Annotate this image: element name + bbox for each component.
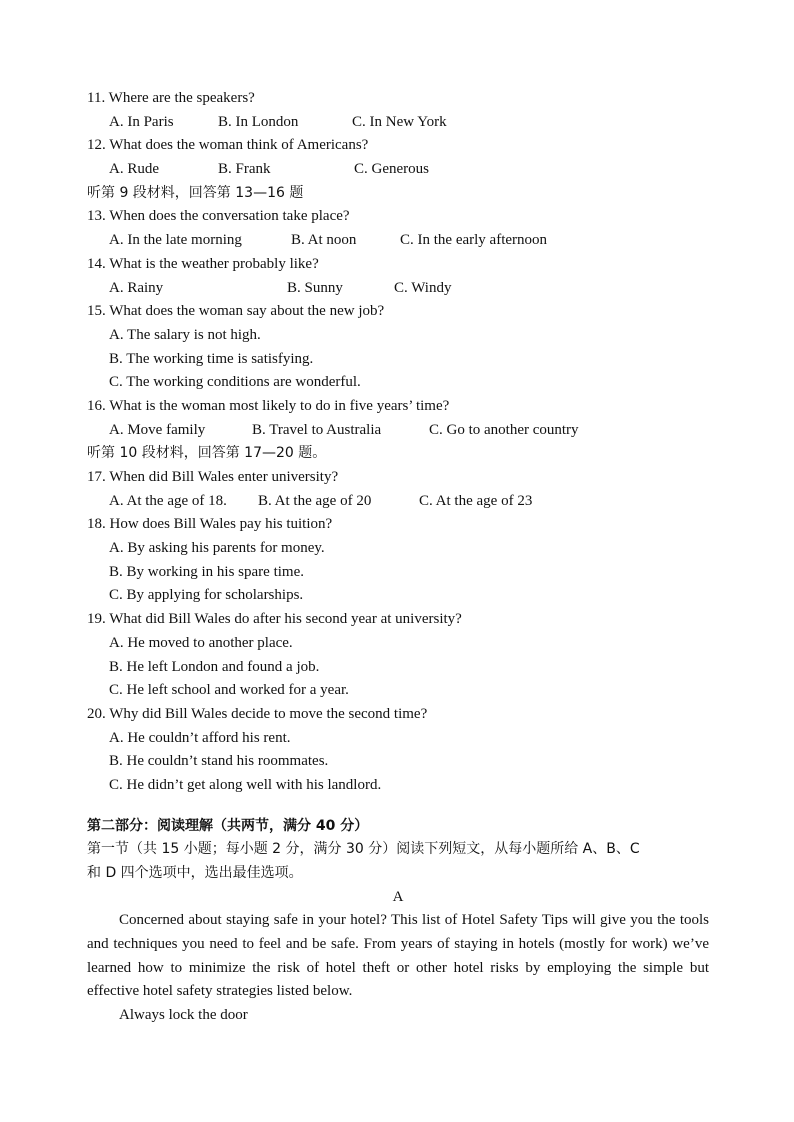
option-a: A. By asking his parents for money. — [109, 540, 325, 557]
passage-label: A — [392, 888, 404, 905]
spacer — [87, 798, 709, 815]
option-c: C. Generous — [354, 161, 429, 178]
options-14 — [87, 277, 709, 301]
question-13: 13. When does the conversation take place? — [87, 208, 350, 225]
option-b: B. The working time is satisfying. — [109, 350, 314, 367]
option-a: A. The salary is not high. — [109, 326, 261, 343]
option-b: B. He couldn’t stand his roommates. — [109, 753, 329, 770]
option-c: C. The working conditions are wonderful. — [109, 374, 361, 391]
section-one-instruction: 第一节（共 15 小题；每小题 2 分，满分 30 分）阅读下列短文，从每小题所给 A、B、C — [87, 841, 640, 858]
option-c: C. He left school and worked for a year. — [109, 682, 349, 699]
option-a: A. In the late morning — [109, 232, 242, 249]
option-a: A. Move family — [109, 421, 206, 438]
option-c: C. In New York — [352, 113, 447, 130]
options-12 — [87, 158, 709, 182]
passage-paragraph: Concerned about staying safe in your hotel? This list of Hotel Safety Tips will give you the tools and techniques you need to feel and be safe. From years of staying in hotels (mostly for work) we’ve learned how to minimize the risk of hotel theft or other hotel risks by employing the simple but effective hotel safety strategies listed below. — [87, 912, 709, 1000]
part-two-heading: 第二部分：阅读理解（共两节，满分 40 分） — [87, 817, 369, 834]
options-16 — [87, 419, 709, 443]
page-content — [87, 87, 709, 1028]
question-20: 20. Why did Bill Wales decide to move the second time? — [87, 705, 428, 722]
question-15: 15. What does the woman say about the new job? — [87, 303, 385, 320]
option-c: C. In the early afternoon — [400, 232, 548, 249]
option-b: B. Sunny — [287, 279, 343, 296]
options-13 — [87, 229, 709, 253]
options-11 — [87, 111, 709, 135]
section-one-instruction-cont: 和 D 四个选项中，选出最佳选项。 — [87, 865, 303, 881]
option-a: A. In Paris — [109, 113, 174, 130]
question-16: 16. What is the woman most likely to do in five years’ time? — [87, 397, 450, 414]
instruction-note-10: 听第 10 段材料，回答第 17—20 题。 — [87, 445, 327, 462]
option-a: A. He couldn’t afford his rent. — [109, 729, 291, 746]
options-17 — [87, 490, 709, 514]
option-a: A. Rude — [109, 161, 159, 178]
option-a: A. He moved to another place. — [109, 634, 293, 651]
option-b: B. Frank — [218, 161, 271, 178]
option-b: B. At the age of 20 — [258, 492, 372, 509]
option-b: B. In London — [218, 113, 299, 130]
passage-subheading: Always lock the door — [119, 1007, 248, 1024]
option-c: C. At the age of 23 — [419, 492, 533, 509]
option-c: C. By applying for scholarships. — [109, 587, 304, 604]
option-b: B. At noon — [291, 232, 357, 249]
question-14: 14. What is the weather probably like? — [87, 255, 319, 272]
option-c: C. He didn’t get along well with his landlord. — [109, 776, 382, 793]
option-c: C. Go to another country — [429, 421, 579, 438]
question-11: 11. Where are the speakers? — [87, 90, 255, 106]
option-c: C. Windy — [394, 279, 452, 296]
instruction-note-9: 听第 9 段材料，回答第 13—16 题 — [87, 184, 304, 201]
question-12: 12. What does the woman think of Americans? — [87, 137, 369, 154]
option-b: B. Travel to Australia — [252, 421, 382, 438]
question-18: 18. How does Bill Wales pay his tuition? — [87, 516, 333, 533]
question-19: 19. What did Bill Wales do after his second year at university? — [87, 611, 462, 628]
question-17: 17. When did Bill Wales enter university? — [87, 469, 339, 485]
option-b: B. By working in his spare time. — [109, 563, 304, 580]
option-a: A. At the age of 18. — [109, 492, 227, 509]
option-a: A. Rainy — [109, 279, 164, 296]
option-b: B. He left London and found a job. — [109, 658, 320, 675]
